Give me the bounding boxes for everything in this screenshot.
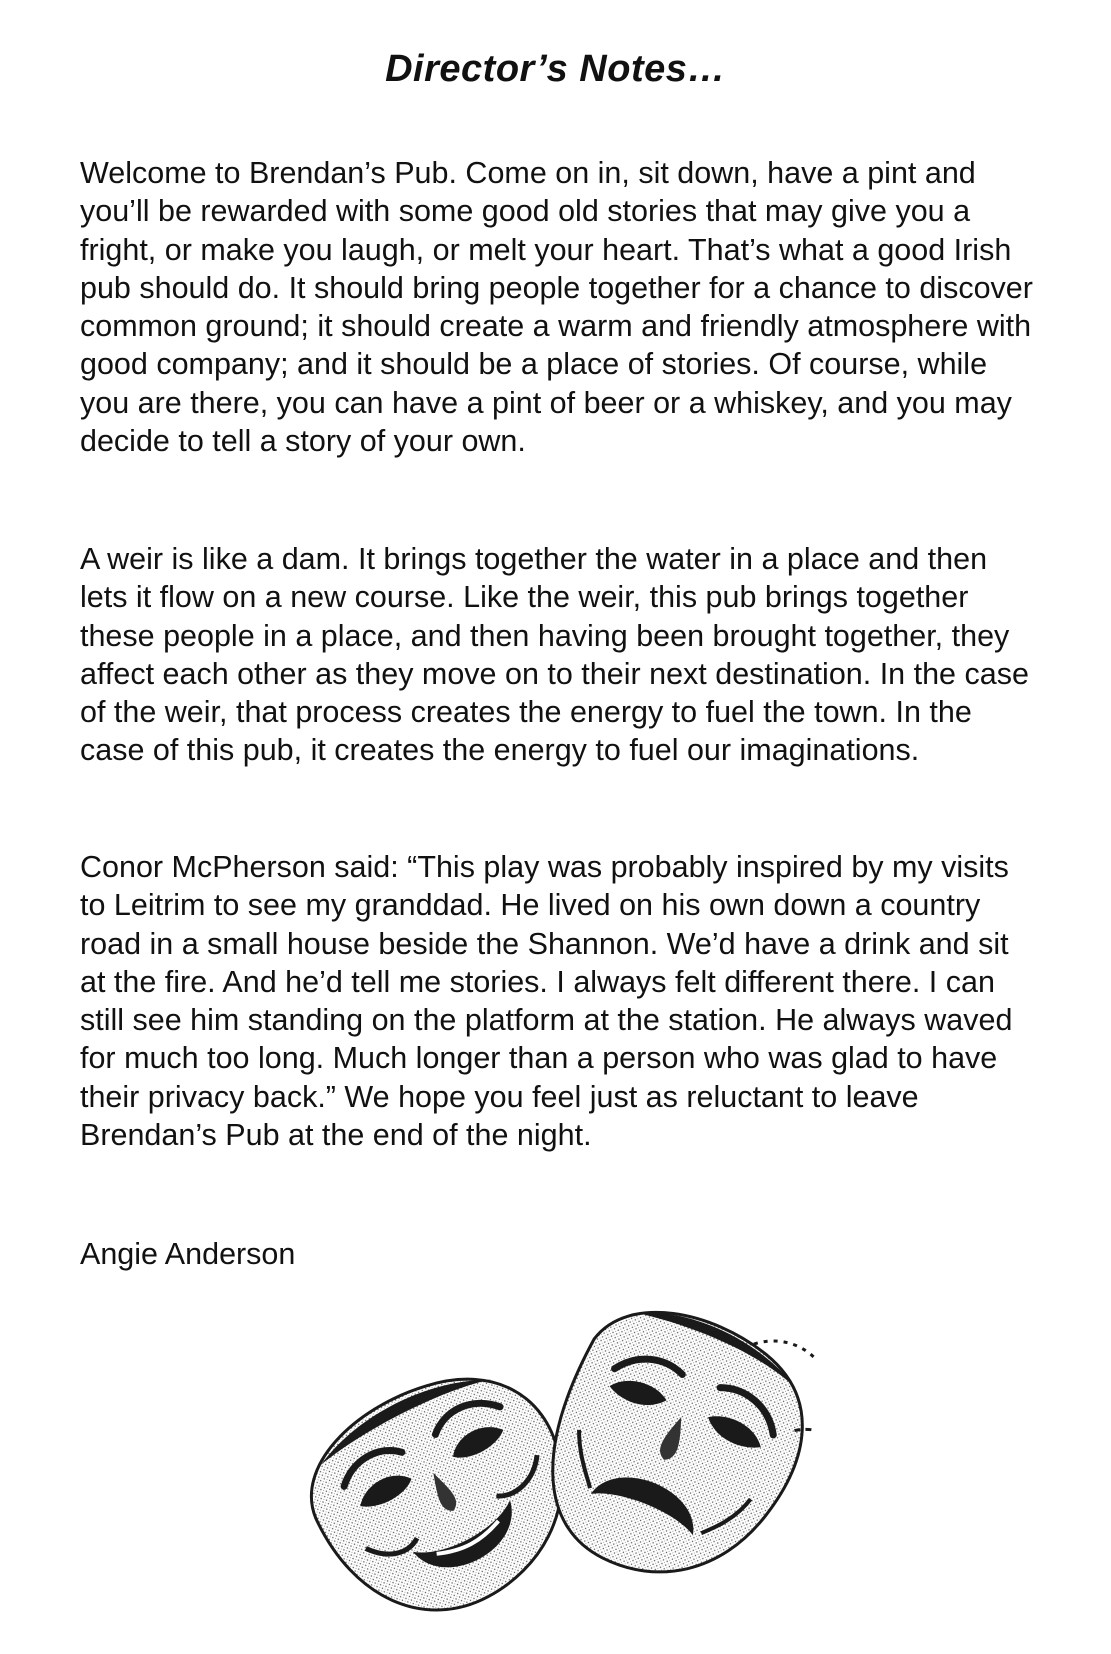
theatre-masks-icon xyxy=(305,1310,815,1620)
paragraph-quote: Conor McPherson said: “This play was probably inspired by my visits to Leitrim to see my granddad. He lived on his own down a country road in a small house beside the Shannon. We’d have a drink and sit at the fire. And he’d tell me stories. I always felt different there. I can still see him standing on the platform at the station. He always waved for much too long. Much longer than a person who was glad to have their privacy back.” We hope you feel just as reluctant to leave Brendan’s Pub at the end of the night. xyxy=(80,850,1013,1153)
page-title: Director’s Notes… xyxy=(385,48,726,90)
paragraph-weir: A weir is like a dam. It brings together the water in a place and then lets it flow on a new course. Like the weir, this pub brings together these people in a place, and then having been brought together, they affect each other as they move on to their next destination. In the case of the weir, that process creates the energy to fuel the town. In the case of this pub, it creates the energy to fuel our imaginations. xyxy=(80,542,1029,768)
signature: Angie Anderson xyxy=(80,1237,296,1271)
paragraph-welcome: Welcome to Brendan’s Pub. Come on in, sit down, have a pint and you’ll be rewarded with some good old stories that may give you a fright, or make you laugh, or melt your heart. That’s what a good Irish pub should do. It should bring people together for a chance to discover common ground; it should create a warm and friendly atmosphere with good company; and it should be a place of stories. Of course, while you are there, you can have a pint of beer or a whiskey, and you may decide to tell a story of your own. xyxy=(80,156,1033,459)
tragedy-mask-icon xyxy=(516,1310,815,1620)
